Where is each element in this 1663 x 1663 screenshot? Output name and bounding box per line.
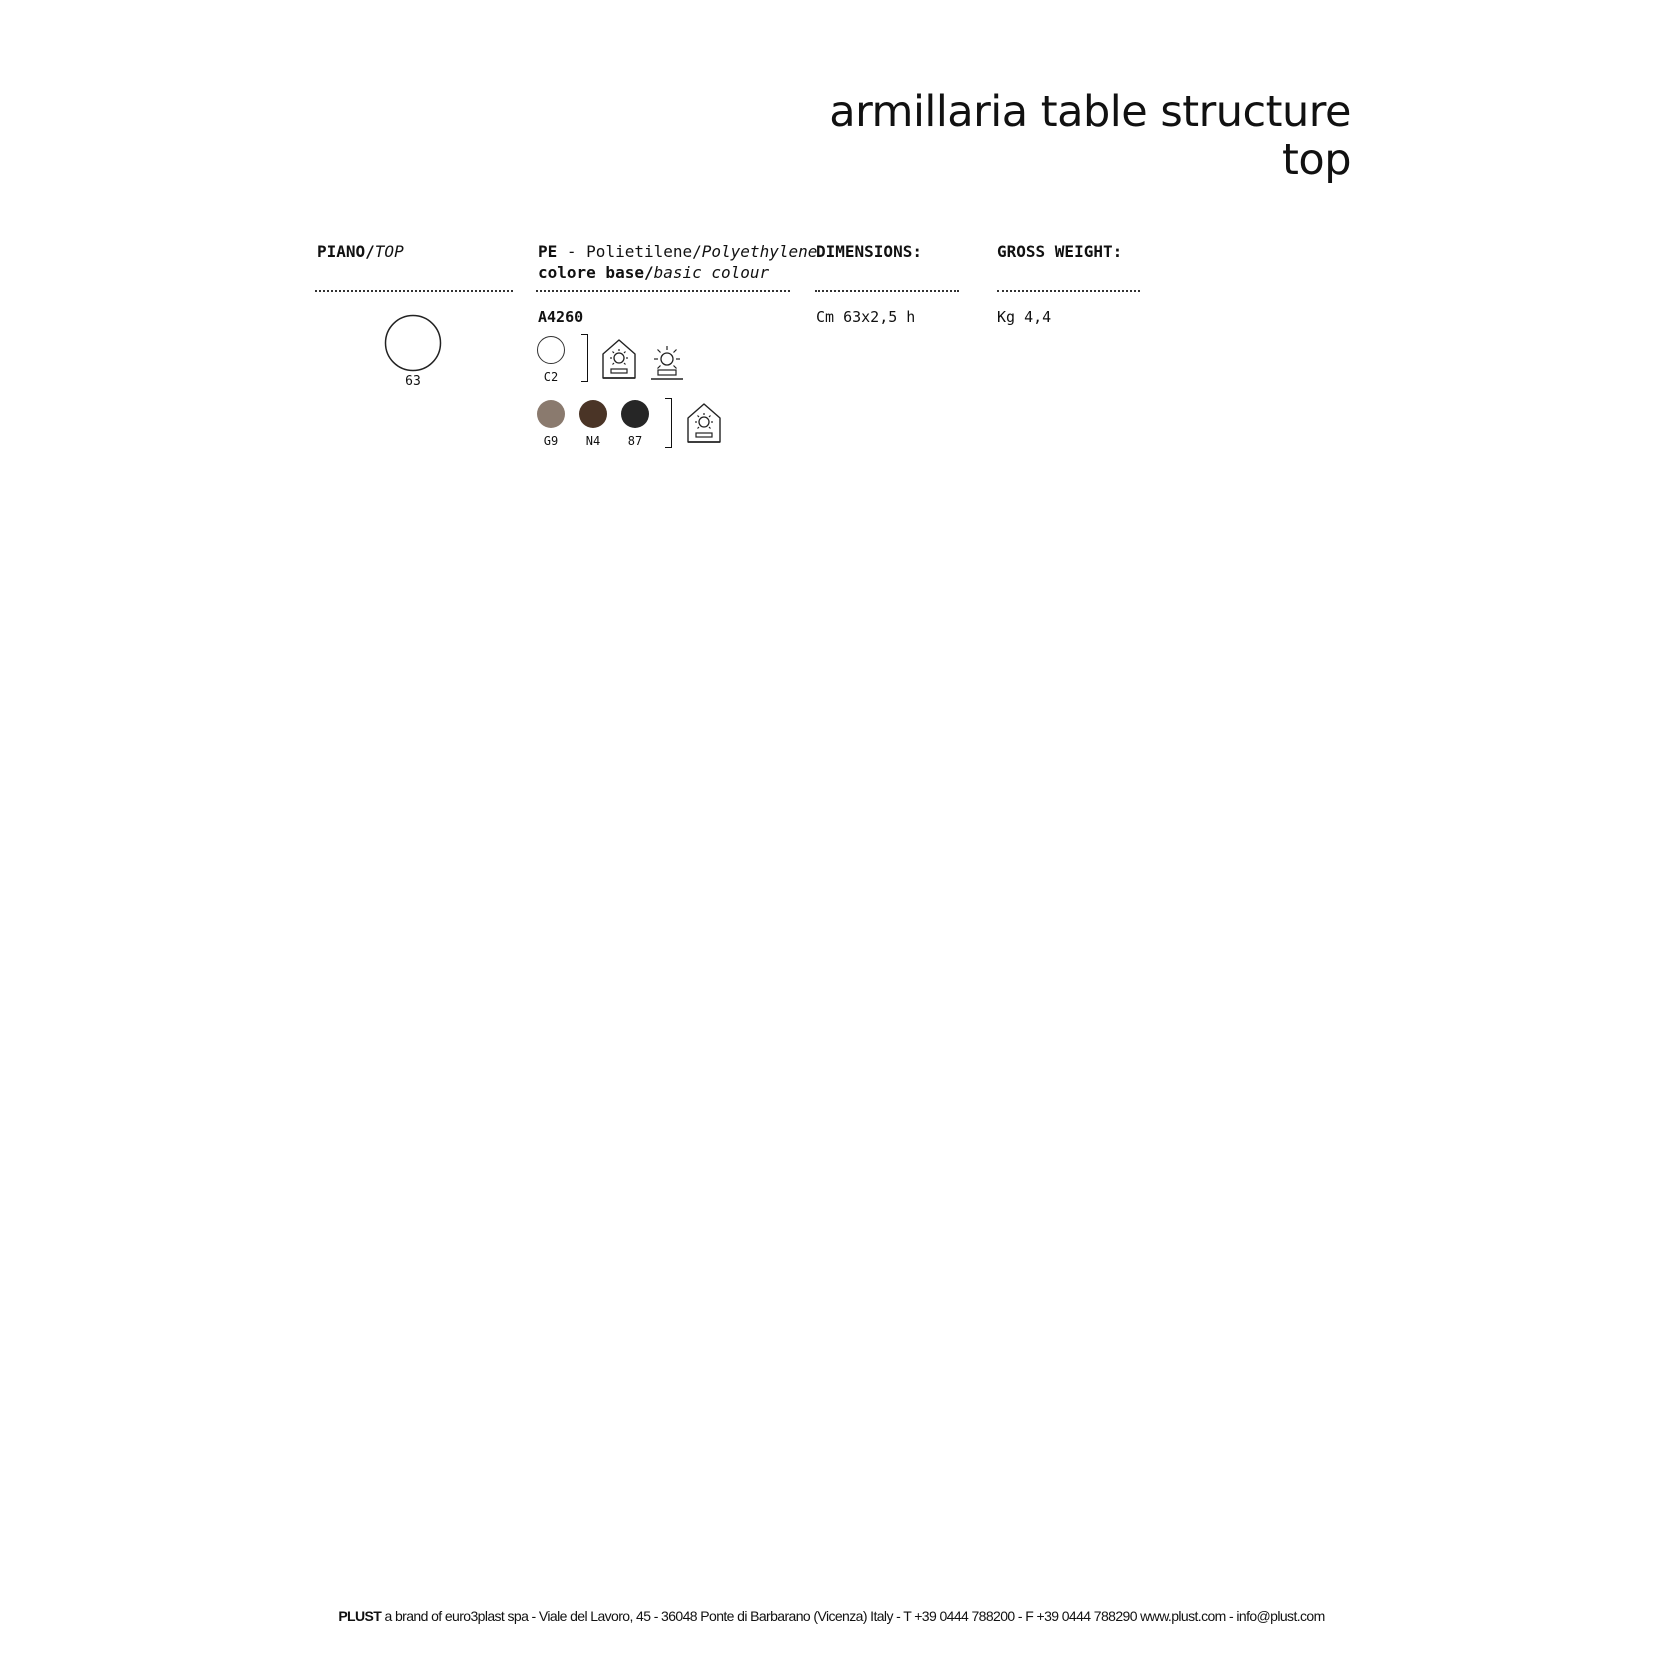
footer — [0, 1608, 1663, 1624]
material-name: Polietilene/ — [586, 242, 702, 261]
title-line-part: top — [1282, 135, 1351, 185]
swatch-label-g9: G9 — [543, 434, 559, 448]
material-column-header — [538, 241, 817, 283]
dimensions-divider — [815, 290, 959, 292]
colour-label-italic: basic colour — [653, 263, 770, 282]
swatch-label-87: 87 — [627, 434, 643, 448]
dimensions-value: Cm 63x2,5 h — [816, 308, 916, 326]
outdoor-use-icon — [649, 343, 685, 381]
top-label: PIANO/ — [317, 242, 375, 261]
footer-brand: PLUST — [338, 1608, 382, 1624]
dimensions-label: DIMENSIONS: — [816, 242, 922, 261]
material-divider — [536, 290, 790, 292]
material-name-italic: Polyethylene — [701, 242, 818, 261]
indoor-use-icon — [601, 338, 637, 380]
page-title — [829, 88, 1351, 184]
colour-swatch-87 — [621, 400, 649, 428]
weight-value: Kg 4,4 — [997, 308, 1052, 326]
weight-divider — [997, 290, 1140, 292]
colour-swatch-c2 — [537, 336, 565, 364]
weight-label: GROSS WEIGHT: — [997, 242, 1123, 261]
colour-label: colore base/ — [538, 263, 654, 282]
article-code: A4260 — [538, 308, 584, 326]
material-separator: - — [557, 242, 587, 261]
bracket-row2 — [665, 398, 672, 448]
top-column-header — [317, 241, 404, 262]
bracket-row1 — [581, 334, 588, 382]
top-divider — [315, 290, 513, 292]
top-diameter-label: 63 — [405, 374, 421, 389]
indoor-use-icon — [686, 402, 722, 444]
title-line-product: armillaria table structure — [829, 87, 1351, 137]
dimensions-column-header — [816, 241, 922, 262]
footer-contact: a brand of euro3plast spa - Viale del Lavoro, 45 - 36048 Ponte di Barbarano (Vicenza) Italy - T +39 0444 788200 - F +39 0444 788290 www.plust.com - info@plust.com — [381, 1608, 1325, 1624]
colour-swatch-n4 — [579, 400, 607, 428]
colour-swatch-g9 — [537, 400, 565, 428]
weight-column-header — [997, 241, 1122, 262]
swatch-label-c2: C2 — [543, 370, 559, 384]
swatch-label-n4: N4 — [585, 434, 601, 448]
material-code: PE — [538, 242, 558, 261]
round-top-shape-icon — [383, 313, 443, 373]
top-label-italic: TOP — [374, 242, 404, 261]
